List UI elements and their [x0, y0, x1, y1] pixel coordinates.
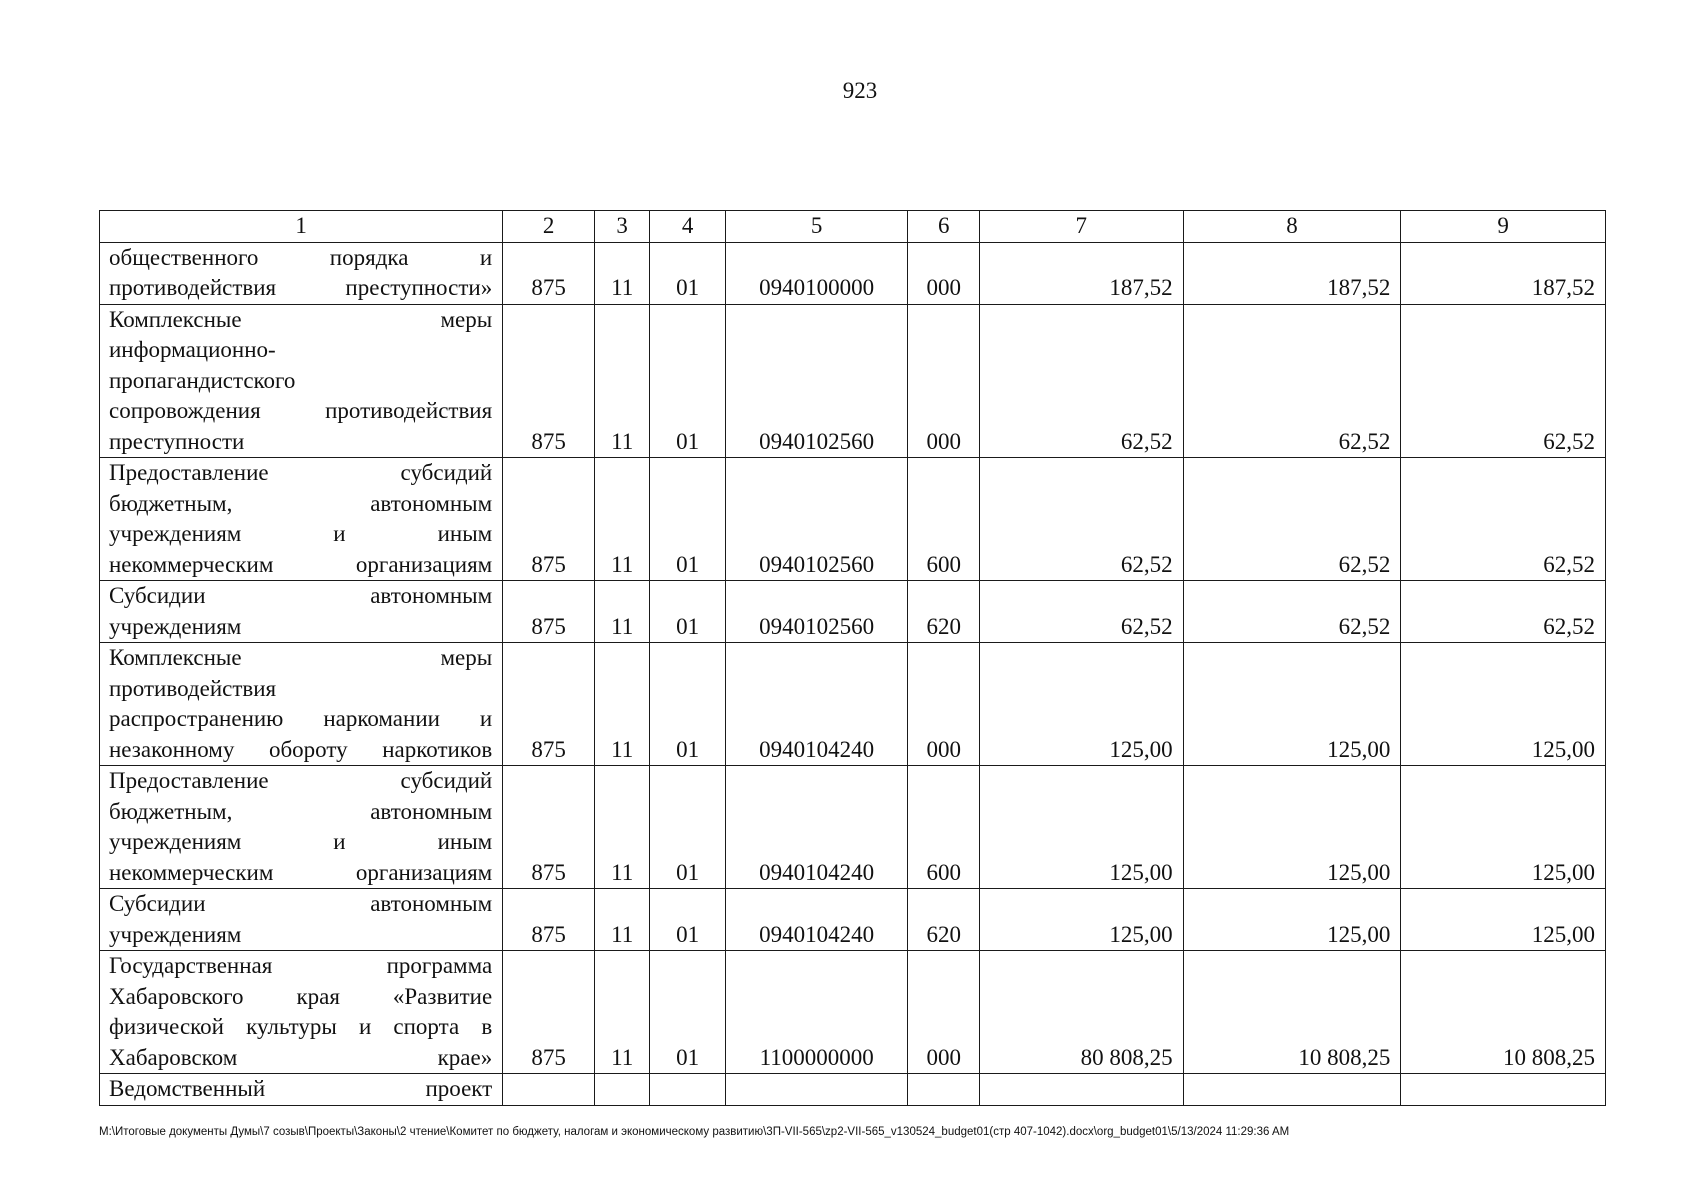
description-line: противодействия — [109, 675, 277, 701]
ministry-code: 875 — [503, 643, 595, 766]
table-row — [100, 951, 1606, 1074]
description-line: Хабаровского края «Развитие — [109, 983, 493, 1009]
row-description — [100, 643, 503, 766]
column-header: 4 — [650, 211, 726, 243]
description-line: незаконному обороту наркотиков — [109, 736, 493, 762]
description-line: учреждениям и иным — [109, 521, 493, 546]
description-line: Субсидии автономным — [109, 583, 493, 608]
description-line: физической культуры и спорта в — [109, 1014, 493, 1039]
description-line: Предоставление субсидий — [109, 460, 493, 485]
section-code: 11 — [594, 643, 649, 766]
amount-col-7: 125,00 — [979, 643, 1183, 766]
table-row — [100, 581, 1606, 643]
description-line: Субсидии автономным — [109, 891, 493, 916]
section-code: 11 — [594, 951, 649, 1074]
footer-file-path: M:\Итоговые документы Думы\7 созыв\Проекты\Законы\2 чтение\Комитет по бюджету, налогам и экономическому развитию\3П-VII-565\zp2-VII-565_v130524_budget01(стр 407-1042).docx\org_budget01\5/13/2024 11:29:36 AM — [99, 1126, 1290, 1138]
expense-type-code: 000 — [908, 304, 980, 458]
amount-col-7: 80 808,25 — [979, 951, 1183, 1074]
table-row — [100, 889, 1606, 951]
table-row — [100, 304, 1606, 458]
target-article-code: 0940102560 — [725, 458, 907, 581]
target-article-code: 1100000000 — [725, 951, 907, 1074]
column-header: 6 — [908, 211, 980, 243]
target-article-code: 0940104240 — [725, 643, 907, 766]
section-code: 11 — [594, 581, 649, 643]
row-description — [100, 242, 503, 304]
table-row — [100, 643, 1606, 766]
target-article-code: 0940102560 — [725, 581, 907, 643]
description-line: некоммерческим организациям — [109, 859, 493, 885]
column-header: 9 — [1401, 211, 1606, 243]
amount-col-9: 187,52 — [1401, 242, 1606, 304]
expense-type-code: 620 — [908, 889, 980, 951]
expense-type-code: 600 — [908, 766, 980, 889]
description-line: сопровождения противодействия — [109, 398, 493, 423]
description-line: учреждениям и иным — [109, 829, 493, 854]
amount-col-9: 62,52 — [1401, 581, 1606, 643]
amount-col-7: 125,00 — [979, 766, 1183, 889]
section-code: 11 — [594, 304, 649, 458]
subsection-code: 01 — [650, 304, 726, 458]
amount-col-8 — [1183, 1074, 1401, 1106]
ministry-code: 875 — [503, 304, 595, 458]
column-header: 3 — [594, 211, 649, 243]
column-header: 1 — [100, 211, 503, 243]
amount-col-7: 62,52 — [979, 304, 1183, 458]
amount-col-8: 62,52 — [1183, 581, 1401, 643]
page-number: 923 — [842, 78, 878, 103]
budget-table — [99, 210, 1606, 1106]
amount-col-8: 62,52 — [1183, 304, 1401, 458]
description-line: пропагандистского — [109, 367, 296, 393]
row-description — [100, 1074, 503, 1106]
target-article-code: 0940102560 — [725, 304, 907, 458]
description-line: учреждениям — [109, 613, 242, 639]
row-description — [100, 951, 503, 1074]
description-line: противодействия преступности» — [109, 275, 493, 300]
section-code: 11 — [594, 458, 649, 581]
description-line: бюджетным, автономным — [109, 798, 493, 824]
amount-col-8: 125,00 — [1183, 766, 1401, 889]
table-row — [100, 766, 1606, 889]
description-line: Хабаровском крае» — [109, 1044, 493, 1070]
description-line: учреждениям — [109, 921, 242, 947]
table-row — [100, 1074, 1606, 1106]
row-description — [100, 458, 503, 581]
amount-col-9: 62,52 — [1401, 458, 1606, 581]
description-line: преступности — [109, 428, 245, 454]
amount-col-8: 125,00 — [1183, 889, 1401, 951]
amount-col-9: 10 808,25 — [1401, 951, 1606, 1074]
description-line: информационно- — [109, 337, 276, 362]
amount-col-7: 62,52 — [979, 458, 1183, 581]
section-code: 11 — [594, 889, 649, 951]
amount-col-8: 62,52 — [1183, 458, 1401, 581]
column-header: 5 — [725, 211, 907, 243]
subsection-code: 01 — [650, 951, 726, 1074]
section-code — [594, 1074, 649, 1106]
table-row — [100, 242, 1606, 304]
expense-type-code: 000 — [908, 242, 980, 304]
amount-col-9: 125,00 — [1401, 643, 1606, 766]
target-article-code: 0940104240 — [725, 766, 907, 889]
amount-col-7: 125,00 — [979, 889, 1183, 951]
amount-col-9: 62,52 — [1401, 304, 1606, 458]
description-line: распространению наркомании и — [109, 706, 493, 731]
subsection-code: 01 — [650, 581, 726, 643]
ministry-code — [503, 1074, 595, 1106]
section-code: 11 — [594, 766, 649, 889]
subsection-code: 01 — [650, 766, 726, 889]
expense-type-code: 000 — [908, 951, 980, 1074]
row-description — [100, 889, 503, 951]
column-header: 7 — [979, 211, 1183, 243]
amount-col-9 — [1401, 1074, 1606, 1106]
amount-col-7 — [979, 1074, 1183, 1106]
header-row — [100, 211, 1606, 243]
target-article-code: 0940104240 — [725, 889, 907, 951]
amount-col-9: 125,00 — [1401, 889, 1606, 951]
description-line: бюджетным, автономным — [109, 490, 493, 516]
table-row — [100, 458, 1606, 581]
target-article-code — [725, 1074, 907, 1106]
subsection-code: 01 — [650, 458, 726, 581]
column-header: 8 — [1183, 211, 1401, 243]
expense-type-code — [908, 1074, 980, 1106]
amount-col-9: 125,00 — [1401, 766, 1606, 889]
ministry-code: 875 — [503, 951, 595, 1074]
ministry-code: 875 — [503, 889, 595, 951]
expense-type-code: 000 — [908, 643, 980, 766]
row-description — [100, 304, 503, 458]
description-line: Ведомственный проект — [109, 1076, 493, 1101]
expense-type-code: 620 — [908, 581, 980, 643]
subsection-code: 01 — [650, 643, 726, 766]
subsection-code: 01 — [650, 889, 726, 951]
amount-col-8: 125,00 — [1183, 643, 1401, 766]
ministry-code: 875 — [503, 581, 595, 643]
target-article-code: 0940100000 — [725, 242, 907, 304]
description-line: Комплексные меры — [109, 306, 493, 332]
row-description — [100, 581, 503, 643]
description-line: некоммерческим организациям — [109, 551, 493, 577]
amount-col-7: 187,52 — [979, 242, 1183, 304]
amount-col-7: 62,52 — [979, 581, 1183, 643]
subsection-code — [650, 1074, 726, 1106]
ministry-code: 875 — [503, 766, 595, 889]
column-header: 2 — [503, 211, 595, 243]
description-line: общественного порядка и — [109, 244, 493, 270]
section-code: 11 — [594, 242, 649, 304]
amount-col-8: 10 808,25 — [1183, 951, 1401, 1074]
subsection-code: 01 — [650, 242, 726, 304]
description-line: Предоставление субсидий — [109, 768, 493, 793]
amount-col-8: 187,52 — [1183, 242, 1401, 304]
expense-type-code: 600 — [908, 458, 980, 581]
description-line: Государственная программа — [109, 953, 493, 978]
ministry-code: 875 — [503, 242, 595, 304]
row-description — [100, 766, 503, 889]
ministry-code: 875 — [503, 458, 595, 581]
description-line: Комплексные меры — [109, 645, 493, 670]
